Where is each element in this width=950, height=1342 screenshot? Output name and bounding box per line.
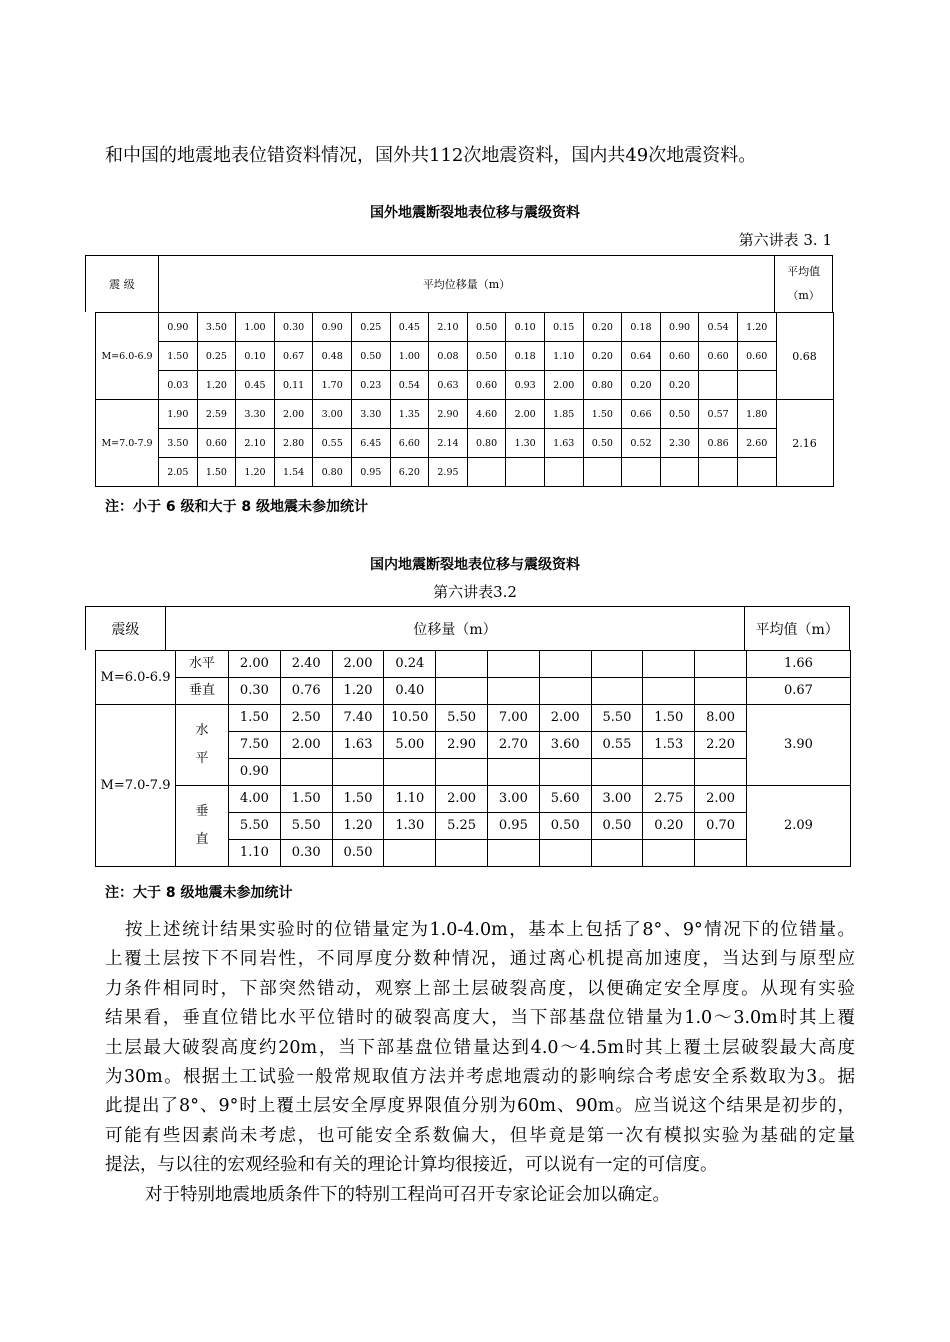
value-cell: 0.86	[699, 429, 738, 458]
average-cell: 3.90	[746, 705, 850, 786]
value-cell: 0.20	[660, 371, 699, 400]
value-cell: 1.90	[159, 400, 198, 429]
value-cell	[384, 759, 436, 786]
value-cell: 2.60	[737, 429, 776, 458]
value-cell: 1.35	[390, 400, 429, 429]
value-cell: 0.67	[274, 342, 313, 371]
paragraph-line: 土层最大破裂高度约20m，当下部基盘位错量达到4.0～4.5m时其上覆土层破裂最大高度	[105, 1037, 855, 1058]
value-cell: 0.45	[236, 371, 275, 400]
value-cell: 0.90	[229, 759, 281, 786]
value-cell: 0.23	[351, 371, 390, 400]
paragraph-line: 力条件相同时，下部突然错动，观察上部土层破裂高度，以便确定安全厚度。从现有实验	[105, 978, 855, 999]
value-cell: 0.50	[583, 429, 622, 458]
value-cell: 5.60	[539, 786, 591, 813]
table1-title: 国外地震断裂地表位移与震级资料	[370, 205, 580, 221]
value-cell	[737, 371, 776, 400]
value-cell: 2.05	[159, 458, 198, 487]
table1-body	[95, 312, 834, 487]
value-cell: 0.57	[699, 400, 738, 429]
value-cell: 0.52	[622, 429, 661, 458]
value-cell: 0.80	[583, 371, 622, 400]
table-row	[96, 705, 851, 732]
header-average: 平均值（m）	[787, 265, 821, 302]
average-cell: 0.67	[746, 678, 850, 705]
value-cell: 0.76	[280, 678, 332, 705]
value-cell: 0.55	[313, 429, 352, 458]
value-cell: 5.50	[280, 813, 332, 840]
value-cell	[591, 678, 643, 705]
value-cell	[539, 840, 591, 867]
value-cell: 2.00	[544, 371, 583, 400]
value-cell: 2.75	[643, 786, 695, 813]
header-displacement: 平均位移量（m）	[159, 256, 775, 312]
paragraph-line: 此提出了8°、9°时上覆土层安全厚度界限值分别为60m、90m。应当说这个结果是初步的，	[105, 1096, 855, 1117]
table-row	[96, 458, 834, 487]
paragraph-line: 可能有些因素尚未考虑，也可能安全系数偏大，但毕竟是第一次有模拟实验为基础的定量	[105, 1125, 855, 1146]
value-cell: 0.18	[506, 342, 545, 371]
value-cell: 0.30	[274, 313, 313, 342]
value-cell: 1.50	[643, 705, 695, 732]
value-cell	[699, 458, 738, 487]
table1-note: 注：小于 6 级和大于 8 级地震未参加统计	[105, 499, 368, 515]
paragraph-line: 为30m。根据土工试验一般常规取值方法并考虑地震动的影响综合考虑安全系数取为3。据	[105, 1067, 855, 1088]
value-cell: 0.15	[544, 313, 583, 342]
value-cell: 1.85	[544, 400, 583, 429]
value-cell: 0.93	[506, 371, 545, 400]
direction-cell: 垂 直	[176, 786, 229, 867]
value-cell: 2.90	[429, 400, 468, 429]
value-cell: 3.00	[313, 400, 352, 429]
table-row	[96, 342, 834, 371]
magnitude-cell: M=7.0-7.9	[96, 705, 176, 867]
value-cell: 0.60	[699, 342, 738, 371]
value-cell: 0.24	[384, 651, 436, 678]
value-cell: 3.50	[159, 429, 198, 458]
value-cell	[487, 840, 539, 867]
value-cell: 2.59	[197, 400, 236, 429]
header-displacement: 位移量（m）	[166, 607, 745, 650]
direction-cell: 水 平	[176, 705, 229, 786]
paragraph-line: 按上述统计结果实验时的位错量定为1.0-4.0m，基本上包括了8°、9°情况下的位错量。	[125, 920, 855, 940]
value-cell: 1.10	[544, 342, 583, 371]
value-cell: 1.54	[274, 458, 313, 487]
value-cell: 0.20	[622, 371, 661, 400]
paragraph-line: 对于特别地震地质条件下的特别工程尚可召开专家论证会加以确定。	[145, 1185, 670, 1205]
paragraph-1	[105, 916, 855, 1181]
value-cell: 0.10	[506, 313, 545, 342]
value-cell: 1.10	[229, 840, 281, 867]
value-cell: 1.50	[229, 705, 281, 732]
value-cell: 0.50	[467, 313, 506, 342]
value-cell: 0.50	[660, 400, 699, 429]
value-cell: 2.70	[487, 732, 539, 759]
direction-cell: 垂直	[176, 678, 229, 705]
value-cell: 0.60	[737, 342, 776, 371]
value-cell: 6.45	[351, 429, 390, 458]
table2-title: 国内地震断裂地表位移与震级资料	[370, 557, 580, 573]
direction-cell: 水平	[176, 651, 229, 678]
value-cell	[695, 759, 747, 786]
table-row	[96, 429, 834, 458]
value-cell: 0.10	[236, 342, 275, 371]
value-cell: 1.00	[236, 313, 275, 342]
value-cell: 0.95	[351, 458, 390, 487]
average-cell: 1.66	[746, 651, 850, 678]
value-cell: 0.48	[313, 342, 352, 371]
value-cell: 4.60	[467, 400, 506, 429]
intro-text: 和中国的地震地表位错资料情况，国外共112次地震资料，国内共49次地震资料。	[105, 145, 757, 166]
table2-header	[85, 606, 850, 650]
table1-header	[85, 255, 833, 312]
value-cell: 1.63	[544, 429, 583, 458]
table2-body	[95, 650, 851, 867]
value-cell	[643, 678, 695, 705]
value-cell: 3.00	[591, 786, 643, 813]
value-cell: 2.90	[436, 732, 488, 759]
value-cell: 2.80	[274, 429, 313, 458]
value-cell: 0.30	[280, 840, 332, 867]
value-cell: 1.10	[384, 786, 436, 813]
value-cell	[695, 840, 747, 867]
value-cell	[436, 651, 488, 678]
table-row	[96, 786, 851, 813]
value-cell	[384, 840, 436, 867]
value-cell: 0.40	[384, 678, 436, 705]
value-cell: 0.54	[390, 371, 429, 400]
value-cell: 1.53	[643, 732, 695, 759]
value-cell: 2.10	[236, 429, 275, 458]
average-cell: 0.68	[776, 313, 833, 400]
magnitude-cell: M=6.0-6.9	[96, 651, 176, 705]
value-cell: 7.50	[229, 732, 281, 759]
value-cell	[487, 759, 539, 786]
value-cell: 0.95	[487, 813, 539, 840]
value-cell: 5.50	[436, 705, 488, 732]
value-cell: 0.90	[313, 313, 352, 342]
value-cell: 2.00	[274, 400, 313, 429]
value-cell: 5.50	[229, 813, 281, 840]
value-cell: 2.95	[429, 458, 468, 487]
value-cell: 5.00	[384, 732, 436, 759]
value-cell: 0.50	[351, 342, 390, 371]
value-cell: 2.20	[695, 732, 747, 759]
value-cell: 0.60	[197, 429, 236, 458]
value-cell: 2.10	[429, 313, 468, 342]
table2-note: 注：大于 8 级地震未参加统计	[105, 885, 293, 901]
value-cell: 0.25	[197, 342, 236, 371]
value-cell: 0.60	[660, 342, 699, 371]
value-cell: 2.00	[539, 705, 591, 732]
value-cell	[487, 678, 539, 705]
value-cell: 4.00	[229, 786, 281, 813]
header-magnitude: 震级	[86, 607, 166, 650]
table-row	[96, 400, 834, 429]
magnitude-cell: M=6.0-6.9	[96, 313, 159, 400]
value-cell	[436, 678, 488, 705]
value-cell: 0.30	[229, 678, 281, 705]
value-cell: 1.50	[583, 400, 622, 429]
value-cell: 1.80	[737, 400, 776, 429]
value-cell	[583, 458, 622, 487]
paragraph-line: 结果看，垂直位错比水平位错时的破裂高度大，当下部基盘位错量为1.0～3.0m时其上覆	[105, 1008, 855, 1029]
table-row	[96, 651, 851, 678]
value-cell: 0.20	[583, 313, 622, 342]
value-cell	[695, 651, 747, 678]
value-cell: 0.66	[622, 400, 661, 429]
table-row	[96, 678, 851, 705]
value-cell	[660, 458, 699, 487]
value-cell	[436, 840, 488, 867]
value-cell	[544, 458, 583, 487]
value-cell: 0.80	[467, 429, 506, 458]
value-cell: 2.00	[332, 651, 384, 678]
value-cell: 1.50	[197, 458, 236, 487]
average-cell: 2.16	[776, 400, 833, 487]
value-cell: 1.20	[197, 371, 236, 400]
value-cell: 0.25	[351, 313, 390, 342]
value-cell: 0.54	[699, 313, 738, 342]
value-cell: 1.70	[313, 371, 352, 400]
value-cell: 0.50	[539, 813, 591, 840]
value-cell: 0.20	[583, 342, 622, 371]
value-cell: 3.30	[351, 400, 390, 429]
paragraph-2	[145, 1181, 895, 1210]
paragraph-line: 上覆土层按下不同岩性，不同厚度分数种情况，通过离心机提高加速度，当达到与原型应	[105, 949, 855, 970]
value-cell: 0.50	[467, 342, 506, 371]
table2-label: 第六讲表3.2	[433, 583, 517, 601]
value-cell	[280, 759, 332, 786]
value-cell: 1.20	[737, 313, 776, 342]
paragraph-line: 提法，与以往的宏观经验和有关的理论计算均很接近，可以说有一定的可信度。	[105, 1155, 718, 1176]
value-cell	[591, 840, 643, 867]
value-cell: 0.50	[332, 840, 384, 867]
value-cell: 0.90	[159, 313, 198, 342]
value-cell: 5.25	[436, 813, 488, 840]
value-cell: 2.00	[506, 400, 545, 429]
value-cell: 6.20	[390, 458, 429, 487]
value-cell: 0.63	[429, 371, 468, 400]
value-cell: 1.00	[390, 342, 429, 371]
value-cell: 1.20	[236, 458, 275, 487]
value-cell: 2.50	[280, 705, 332, 732]
value-cell: 1.20	[332, 678, 384, 705]
value-cell: 0.80	[313, 458, 352, 487]
value-cell: 2.00	[280, 732, 332, 759]
value-cell: 0.70	[695, 813, 747, 840]
value-cell: 0.45	[390, 313, 429, 342]
value-cell: 0.64	[622, 342, 661, 371]
value-cell: 1.30	[384, 813, 436, 840]
value-cell	[539, 651, 591, 678]
value-cell: 0.20	[643, 813, 695, 840]
value-cell: 1.50	[159, 342, 198, 371]
value-cell	[699, 371, 738, 400]
value-cell: 1.20	[332, 813, 384, 840]
table-row	[96, 313, 834, 342]
value-cell	[695, 678, 747, 705]
value-cell: 0.03	[159, 371, 198, 400]
table-row	[96, 371, 834, 400]
value-cell	[643, 651, 695, 678]
table1-label: 第六讲表 3. 1	[738, 231, 832, 249]
value-cell	[643, 759, 695, 786]
value-cell: 0.18	[622, 313, 661, 342]
value-cell	[622, 458, 661, 487]
value-cell: 0.50	[591, 813, 643, 840]
value-cell: 2.40	[280, 651, 332, 678]
value-cell: 0.90	[660, 313, 699, 342]
value-cell	[436, 759, 488, 786]
value-cell: 0.11	[274, 371, 313, 400]
value-cell	[539, 759, 591, 786]
magnitude-cell: M=7.0-7.9	[96, 400, 159, 487]
value-cell: 0.60	[467, 371, 506, 400]
value-cell: 7.40	[332, 705, 384, 732]
value-cell	[737, 458, 776, 487]
value-cell	[539, 678, 591, 705]
value-cell: 3.60	[539, 732, 591, 759]
value-cell	[506, 458, 545, 487]
value-cell: 2.30	[660, 429, 699, 458]
value-cell: 1.63	[332, 732, 384, 759]
value-cell: 2.14	[429, 429, 468, 458]
average-cell: 2.09	[746, 786, 850, 867]
value-cell	[332, 759, 384, 786]
value-cell	[591, 651, 643, 678]
value-cell: 0.08	[429, 342, 468, 371]
value-cell	[591, 759, 643, 786]
value-cell: 6.60	[390, 429, 429, 458]
value-cell: 1.50	[280, 786, 332, 813]
header-average: 平均值（m）	[755, 621, 839, 638]
value-cell: 1.30	[506, 429, 545, 458]
value-cell: 10.50	[384, 705, 436, 732]
value-cell: 2.00	[436, 786, 488, 813]
value-cell	[643, 840, 695, 867]
value-cell: 2.00	[695, 786, 747, 813]
value-cell	[487, 651, 539, 678]
value-cell: 7.00	[487, 705, 539, 732]
value-cell: 3.30	[236, 400, 275, 429]
value-cell: 1.50	[332, 786, 384, 813]
value-cell: 0.55	[591, 732, 643, 759]
value-cell: 2.00	[229, 651, 281, 678]
value-cell: 8.00	[695, 705, 747, 732]
value-cell: 3.00	[487, 786, 539, 813]
value-cell: 5.50	[591, 705, 643, 732]
value-cell: 3.50	[197, 313, 236, 342]
header-magnitude: 震 级	[86, 256, 159, 312]
value-cell	[467, 458, 506, 487]
